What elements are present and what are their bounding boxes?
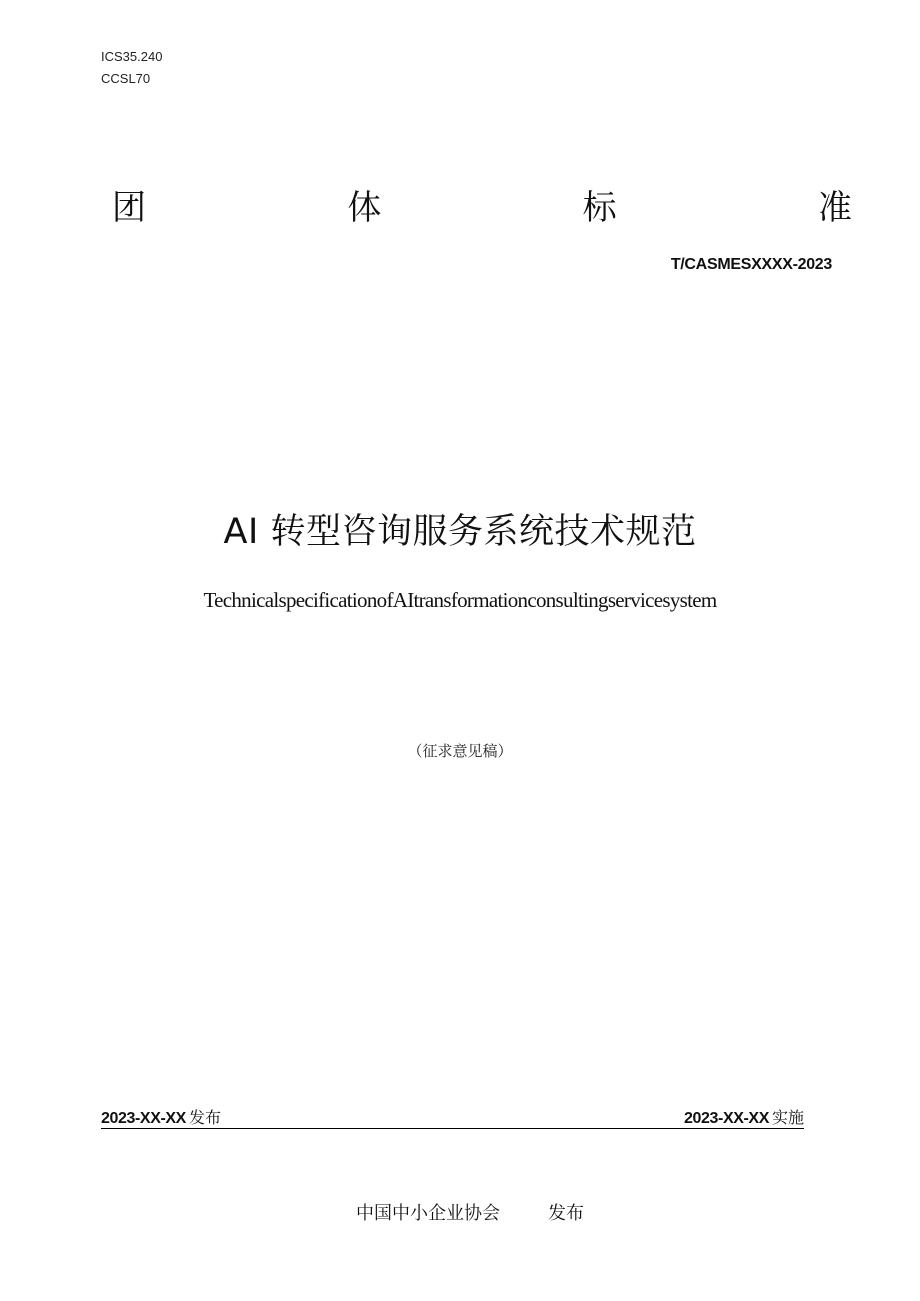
standard-type-char: 体 — [347, 187, 382, 228]
standard-type-char: 准 — [817, 187, 852, 228]
publisher-line — [356, 1199, 584, 1225]
publisher-name: 中国中小企业协会 — [356, 1203, 500, 1224]
implement-date-group — [684, 1105, 804, 1128]
ccs-code: CCSL70 — [101, 71, 151, 86]
classification-codes — [101, 46, 162, 90]
standard-number: T/CASMESXXXX-2023 — [670, 256, 832, 273]
ics-code: ICS35.240 — [101, 49, 163, 64]
publish-date-group — [101, 1105, 221, 1128]
publish-label: 发布 — [188, 1108, 221, 1127]
document-title-chinese: AI 转型咨询服务系统技术规范 — [223, 512, 697, 552]
standard-type-char: 团 — [112, 187, 146, 228]
publish-date: 2023-XX-XX — [101, 1110, 186, 1127]
implement-label: 实施 — [771, 1108, 804, 1127]
standard-type-heading — [112, 182, 852, 226]
draft-status: （征求意见稿） — [407, 742, 513, 760]
publisher-suffix: 发布 — [548, 1203, 584, 1224]
dates-line — [101, 1106, 804, 1129]
document-title-english: TechnicalspecificationofAItransformationconsultingservicesystem — [203, 588, 717, 612]
implement-date: 2023-XX-XX — [684, 1110, 769, 1127]
standard-type-char: 标 — [582, 187, 617, 228]
